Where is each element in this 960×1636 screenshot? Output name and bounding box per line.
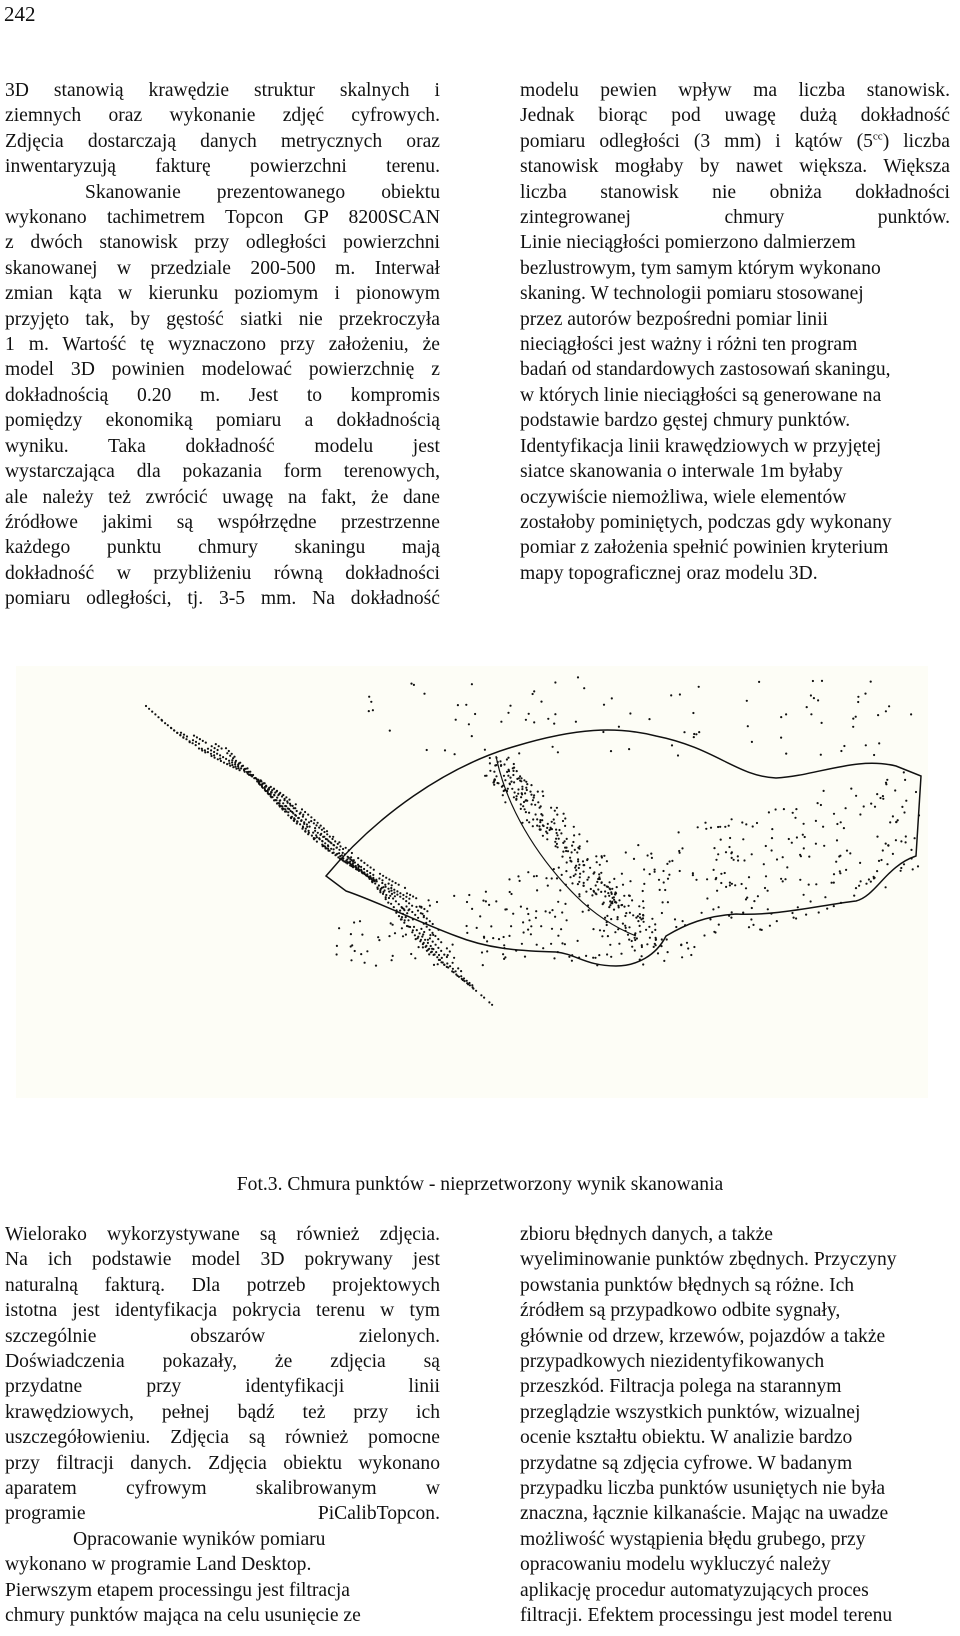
text-fragment: pomiaru odległości (3 mm) i kątów (5	[520, 130, 873, 152]
text-line: pomiar z założenia spełnić powinien kryterium	[520, 537, 889, 559]
text-line: szczególnie obszarów zielonych.	[5, 1325, 440, 1347]
text-line: przeglądzie wszystkich punktów, wizualnej	[520, 1401, 861, 1423]
paragraph	[5, 180, 440, 612]
paragraph	[5, 1527, 440, 1629]
text-line: wyniku. Taka dokładność modelu jest	[5, 435, 440, 457]
text-line: aparatem cyfrowym skalibrowanym w	[5, 1478, 440, 1500]
text-line: nieciągłości jest ważny i różni ten program	[520, 334, 858, 356]
text-line: 3D stanowią krawędzie struktur skalnych i	[5, 80, 440, 101]
text-line: z dwóch stanowisk przy odległości powierzchni	[5, 232, 440, 254]
text-line: zbioru błędnych danych, a także	[520, 1224, 773, 1245]
text-line: siatce skanowania o interwale 1m byłaby	[520, 461, 843, 483]
text-line: przypadku liczba punktów usuniętych nie była	[520, 1478, 886, 1500]
point-cloud-image	[16, 666, 928, 1098]
text-line: aplikację procedur automatyzujących proces	[520, 1579, 869, 1601]
text-line: głównie od drzew, krzewów, pojazdów a także	[520, 1325, 886, 1347]
text-line: możliwość wystąpienia błędu grubego, przy	[520, 1528, 866, 1550]
breakline-inner	[496, 756, 636, 936]
figure-caption: Fot.3. Chmura punktów - nieprzetworzony wynik skanowania	[236, 1174, 724, 1195]
text-line: naturalną fakturą. Dla potrzeb projektowych	[5, 1274, 440, 1296]
text-line: filtracji. Efektem processingu jest model terenu	[520, 1605, 893, 1627]
text-line: wystarczająca dla pokazania form terenowych,	[5, 461, 440, 483]
text-line: przy filtracji danych. Zdjęcia obiektu wykonano	[5, 1452, 440, 1474]
text-line: Zdjęcia dostarczają danych metrycznych oraz	[5, 130, 440, 152]
text-line: oczywiście niemożliwa, wiele elementów	[520, 486, 847, 508]
text-line: Wielorako wykorzystywane są również zdjęcia.	[5, 1224, 440, 1245]
page-number: 242	[4, 2, 36, 26]
contour-dot-lines	[145, 705, 493, 1006]
text-line: opracowaniu modelu wykluczyć należy	[520, 1554, 831, 1576]
text-line: dokładnością 0.20 m. Jest to kompromis	[5, 384, 440, 406]
column-bottom-right	[520, 1222, 950, 1629]
text-line: zostałoby pominiętych, podczas gdy wykonany	[520, 511, 892, 533]
column-bottom-left	[5, 1222, 440, 1629]
text-line: Doświadczenia pokazały, że zdjęcia są	[5, 1351, 440, 1373]
text-line: zintegrowanej chmury punktów.	[520, 207, 950, 229]
text-line: wykonano w programie Land Desktop.	[5, 1554, 312, 1576]
text-line: Linie nieciągłości pomierzono dalmierzem	[520, 232, 856, 254]
text-line: zmian kąta w kierunku poziomym i pionowym	[5, 283, 440, 305]
text-line: przez autorów bezpośredni pomiar linii	[520, 308, 828, 330]
text-line: przyjęto tak, by gęstość siatki nie przekroczyła	[5, 308, 440, 330]
paragraph	[5, 78, 440, 180]
text-line: w których linie nieciągłości są generowane na	[520, 384, 882, 406]
column-top-left	[5, 78, 440, 612]
text-line: przydatne przy identyfikacji linii	[5, 1376, 440, 1398]
text-line: ocenie kształtu obiektu. W analizie bardzo	[520, 1427, 853, 1449]
text-line: uszczegółowieniu. Zdjęcia są również pomocne	[5, 1427, 440, 1449]
superscript: cc	[872, 130, 883, 143]
text-line	[520, 129, 950, 154]
text-line: bezlustrowym, tym samym którym wykonano	[520, 257, 881, 279]
text-line: modelu pewien wpływ ma liczba stanowisk.	[520, 80, 950, 101]
text-line: znaczna, łącznie kilkanaście. Mając na uwadze	[520, 1503, 889, 1525]
text-line: podstawie bardzo gęstej chmury punktów.	[520, 410, 851, 432]
text-line: liczba stanowisk nie obniża dokładności	[520, 181, 950, 203]
text-line: skanowanej w przedziale 200-500 m. Interwał	[5, 257, 440, 279]
text-line: źródłem są przypadkowo odbite sygnały,	[520, 1300, 841, 1322]
text-line: przeszkód. Filtracja polega na starannym	[520, 1376, 842, 1398]
point-cloud-figure	[16, 666, 928, 1098]
paragraph	[520, 1222, 950, 1629]
paragraph	[5, 1222, 440, 1527]
text-line: powstania punktów błędnych są różne. Ich	[520, 1274, 855, 1296]
text-line: badań od standardowych zastosowań skaningu,	[520, 359, 891, 381]
paragraph	[520, 78, 950, 230]
text-line: źródłowe jakimi są współrzędne przestrzenne	[5, 511, 440, 533]
text-line: Skanowanie prezentowanego obiektu	[85, 181, 440, 203]
text-line: istotna jest identyfikacja pokrycia terenu w tym	[5, 1300, 440, 1322]
text-line: pomiędzy ekonomiką pomiaru a dokładnością	[5, 410, 440, 432]
text-line: każdego punktu chmury skaningu mają	[5, 537, 440, 559]
text-line: skaning. W technologii pomiaru stosowanej	[520, 283, 864, 305]
text-line: przypadkowych niezidentyfikowanych	[520, 1351, 825, 1373]
text-line: Opracowanie wyników pomiaru	[73, 1528, 326, 1550]
text-line: Identyfikacja linii krawędziowych w przyjętej	[520, 435, 882, 457]
text-line: wyeliminowanie punktów zbędnych. Przyczyny	[520, 1249, 897, 1271]
text-line: model 3D powinien modelować powierzchnię z	[5, 359, 440, 381]
text-line: ziemnych oraz wykonanie zdjęć cyfrowych.	[5, 105, 440, 127]
text-line: 1 m. Wartość tę wyznaczono przy założeniu, że	[5, 334, 440, 356]
text-line: inwentaryzują fakturę powierzchni terenu.	[5, 156, 440, 178]
text-line: Na ich podstawie model 3D pokrywany jest	[5, 1249, 440, 1271]
text-line: ale należy też zwrócić uwagę na fakt, że dane	[5, 486, 440, 508]
text-line: chmury punktów mająca na celu usunięcie ze	[5, 1605, 361, 1627]
text-line: Pierwszym etapem processingu jest filtracja	[5, 1579, 350, 1601]
text-line: przydatne są zdjęcia cyfrowe. W badanym	[520, 1452, 853, 1474]
text-line: wykonano tachimetrem Topcon GP 8200SCAN	[5, 207, 440, 229]
paragraph	[520, 230, 950, 586]
text-line: programie PiCalibTopcon.	[5, 1503, 440, 1525]
text-line: krawędziowych, pełnej bądź też przy ich	[5, 1401, 440, 1423]
text-line: pomiaru odległości, tj. 3-5 mm. Na dokładność	[5, 588, 440, 610]
text-fragment: ) liczba	[882, 130, 951, 152]
text-line: stanowisk mogłaby by nawet większa. Większa	[520, 156, 950, 178]
column-top-right	[520, 78, 950, 586]
text-line: Jednak biorąc pod uwagę dużą dokładność	[520, 105, 950, 127]
text-line: mapy topograficznej oraz modelu 3D.	[520, 562, 818, 584]
text-line: dokładność w przybliżeniu równą dokładności	[5, 562, 440, 584]
